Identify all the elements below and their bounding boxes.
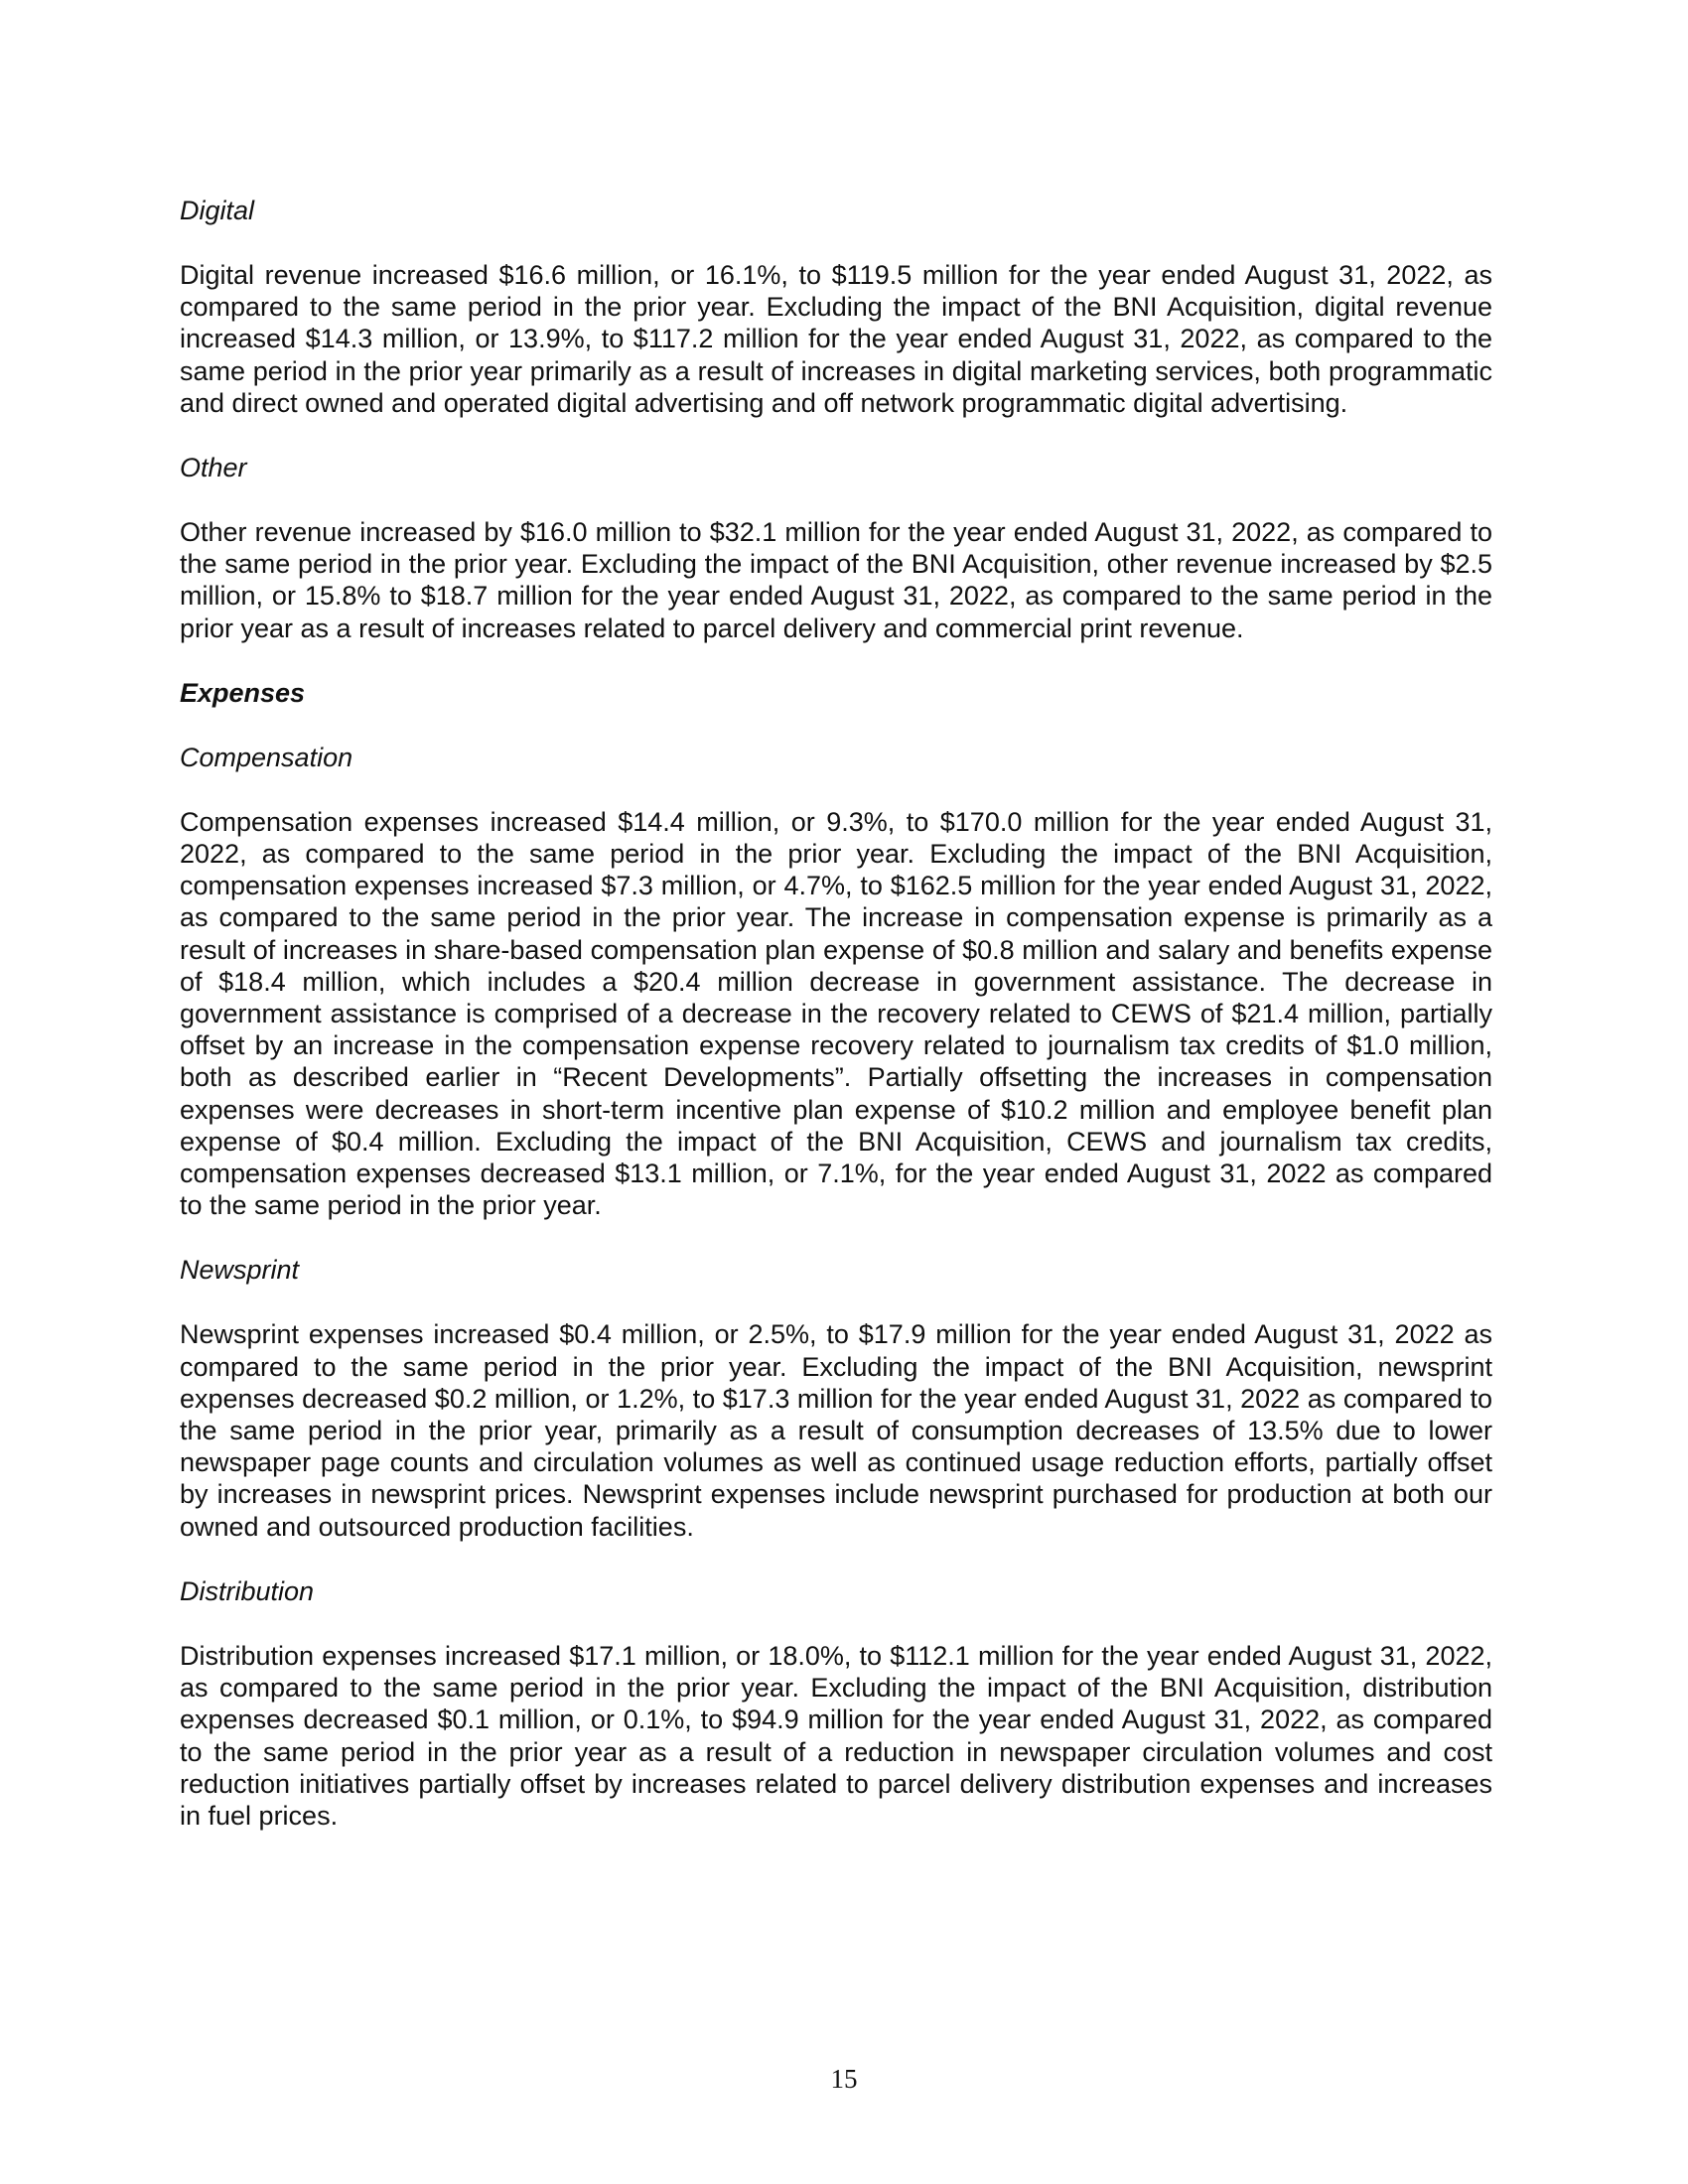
document-page: [180, 195, 1492, 1864]
paragraph-distribution: Distribution expenses increased $17.1 million, or 18.0%, to $112.1 million for the year ended August 31, 2022, as compared to the same period in the prior year. Excluding the impact of the BNI Acquisition, distribution expenses decreased $0.1 million, or 0.1%, to $94.9 million for the year ended August 31, 2022, as compared to the same period in the prior year as a result of a reduction in newspaper circulation volumes and cost reduction initiatives partially offset by increases related to parcel delivery distribution expenses and increases in fuel prices.: [180, 1640, 1492, 1831]
heading-expenses: Expenses: [180, 677, 306, 708]
heading-other: Other: [180, 453, 247, 483]
heading-digital: Digital: [180, 196, 255, 225]
paragraph-digital: Digital revenue increased $16.6 million, or 16.1%, to $119.5 million for the year ended August 31, 2022, as compared to the same period in the prior year. Excluding the impact of the BNI Acquisition, digital revenue increased $14.3 million, or 13.9%, to $117.2 million for the year ended August 31, 2022, as compared to the same period in the prior year primarily as a result of increases in digital marketing services, both programmatic and direct owned and operated digital advertising and off network programmatic digital advertising.: [180, 260, 1492, 418]
paragraph-newsprint: Newsprint expenses increased $0.4 million, or 2.5%, to $17.9 million for the year ended August 31, 2022 as compared to the same period in the prior year. Excluding the impact of the BNI Acquisition, newsprint expenses decreased $0.2 million, or 1.2%, to $17.3 million for the year ended August 31, 2022 as compared to the same period in the prior year, primarily as a result of consumption decreases of 13.5% due to lower newspaper page counts and circulation volumes as well as continued usage reduction efforts, partially offset by increases in newsprint prices. Newsprint expenses include newsprint purchased for production at both our owned and outsourced production facilities.: [180, 1319, 1492, 1542]
heading-distribution: Distribution: [180, 1575, 315, 1606]
paragraph-other: Other revenue increased by $16.0 million to $32.1 million for the year ended August 31, 2022, as compared to the same period in the prior year. Excluding the impact of the BNI Acquisition, other revenue increased by $2.5 million, or 15.8% to $18.7 million for the year ended August 31, 2022, as compared to the same period in the prior year as a result of increases related to parcel delivery and commercial print revenue.: [180, 517, 1492, 643]
heading-compensation: Compensation: [180, 742, 353, 772]
paragraph-compensation: Compensation expenses increased $14.4 million, or 9.3%, to $170.0 million for the year ended August 31, 2022, as compared to the same period in the prior year. Excluding the impact of the BNI Acquisition, compensation expenses increased $7.3 million, or 4.7%, to $162.5 million for the year ended August 31, 2022, as compared to the same period in the prior year. The increase in compensation expense is primarily as a result of increases in share-based compensation plan expense of $0.8 million and salary and benefits expense of $18.4 million, which includes a $20.4 million decrease in government assistance. The decrease in government assistance is comprised of a decrease in the recovery related to CEWS of $21.4 million, partially offset by an increase in the compensation expense recovery related to journalism tax credits of $1.0 million, both as described earlier in “Recent Developments”. Partially offsetting the increases in compensation expenses were decreases in short-term incentive plan expense of $10.2 million and employee benefit plan expense of $0.4 million. Excluding the impact of the BNI Acquisition, CEWS and journalism tax credits, compensation expenses decreased $13.1 million, or 7.1%, for the year ended August 31, 2022 as compared to the same period in the prior year.: [180, 806, 1492, 1221]
heading-newsprint: Newsprint: [180, 1255, 300, 1286]
page-number: 15: [830, 2064, 858, 2094]
